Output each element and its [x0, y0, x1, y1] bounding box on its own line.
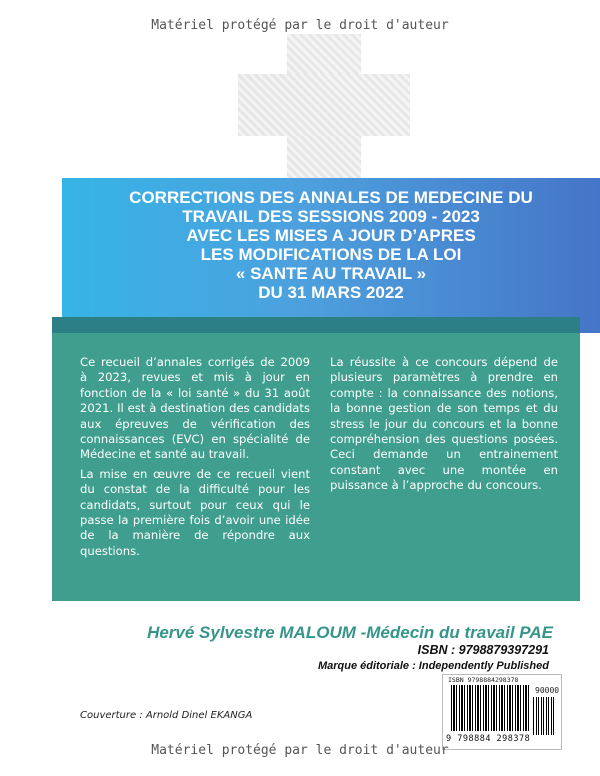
description-paragraph: Ce recueil d’annales corrigés de 2009 à 2023, revues et mis à jour en fonction de la « loi santé » du 31 août 2021. Il est à destination des candidats aux épreuves de vérification des connaissances (EVC) en spécialité de Médecine et santé au travail. — [80, 355, 310, 462]
description-left-column — [80, 355, 310, 563]
barcode-addon-icon — [533, 697, 555, 735]
title-line: « SANTE AU TRAVAIL » — [235, 264, 427, 283]
copyright-watermark-bottom: Matériel protégé par le droit d'auteur — [151, 743, 449, 758]
copyright-watermark-top: Matériel protégé par le droit d'auteur — [151, 18, 449, 33]
medical-cross-graphic-arm — [238, 74, 410, 136]
description-right-column — [330, 355, 558, 498]
title-line: LES MODIFICATIONS DE LA LOI — [200, 245, 462, 264]
description-paragraph: La réussite à ce concours dépend de plusieurs paramètres à prendre en compte : la connaissance des notions, la bonne gestion de son temps et du stress le jour du concours et la bonne compréhension des questions posées. Ceci demande un entrainement constant avec une montée en puissance à l’approche du concours. — [330, 355, 558, 493]
barcode-isbn-label: ISBN 9798884298378 — [448, 676, 519, 684]
barcode-icon — [451, 685, 529, 731]
cover-credit: Couverture : Arnold Dinel EKANGA — [80, 710, 253, 721]
book-title — [62, 188, 600, 302]
barcode-price-code: 90000 — [535, 686, 560, 695]
description-panel-top-strip — [52, 317, 580, 333]
title-line: TRAVAIL DES SESSIONS 2009 - 2023 — [182, 207, 480, 226]
title-line: AVEC LES MISES A JOUR D’APRES — [186, 226, 476, 245]
title-line: CORRECTIONS DES ANNALES DE MEDECINE DU — [129, 188, 533, 207]
title-line: DU 31 MARS 2022 — [258, 283, 404, 302]
publisher-line: Marque éditoriale : Independently Published — [317, 660, 549, 672]
description-paragraph: La mise en œuvre de ce recueil vient du constat de la difficulté pour les candidats, surtout pour ceux qui le passe la première fois d’avoir une idée de la manière de répondre aux questions. — [80, 466, 310, 558]
isbn-line: ISBN : 9798879397291 — [417, 643, 549, 657]
barcode-digits: 9 798884 298378 — [446, 734, 531, 744]
author-line: Hervé Sylvestre MALOUM -Médecin du travail PAE — [147, 623, 553, 642]
